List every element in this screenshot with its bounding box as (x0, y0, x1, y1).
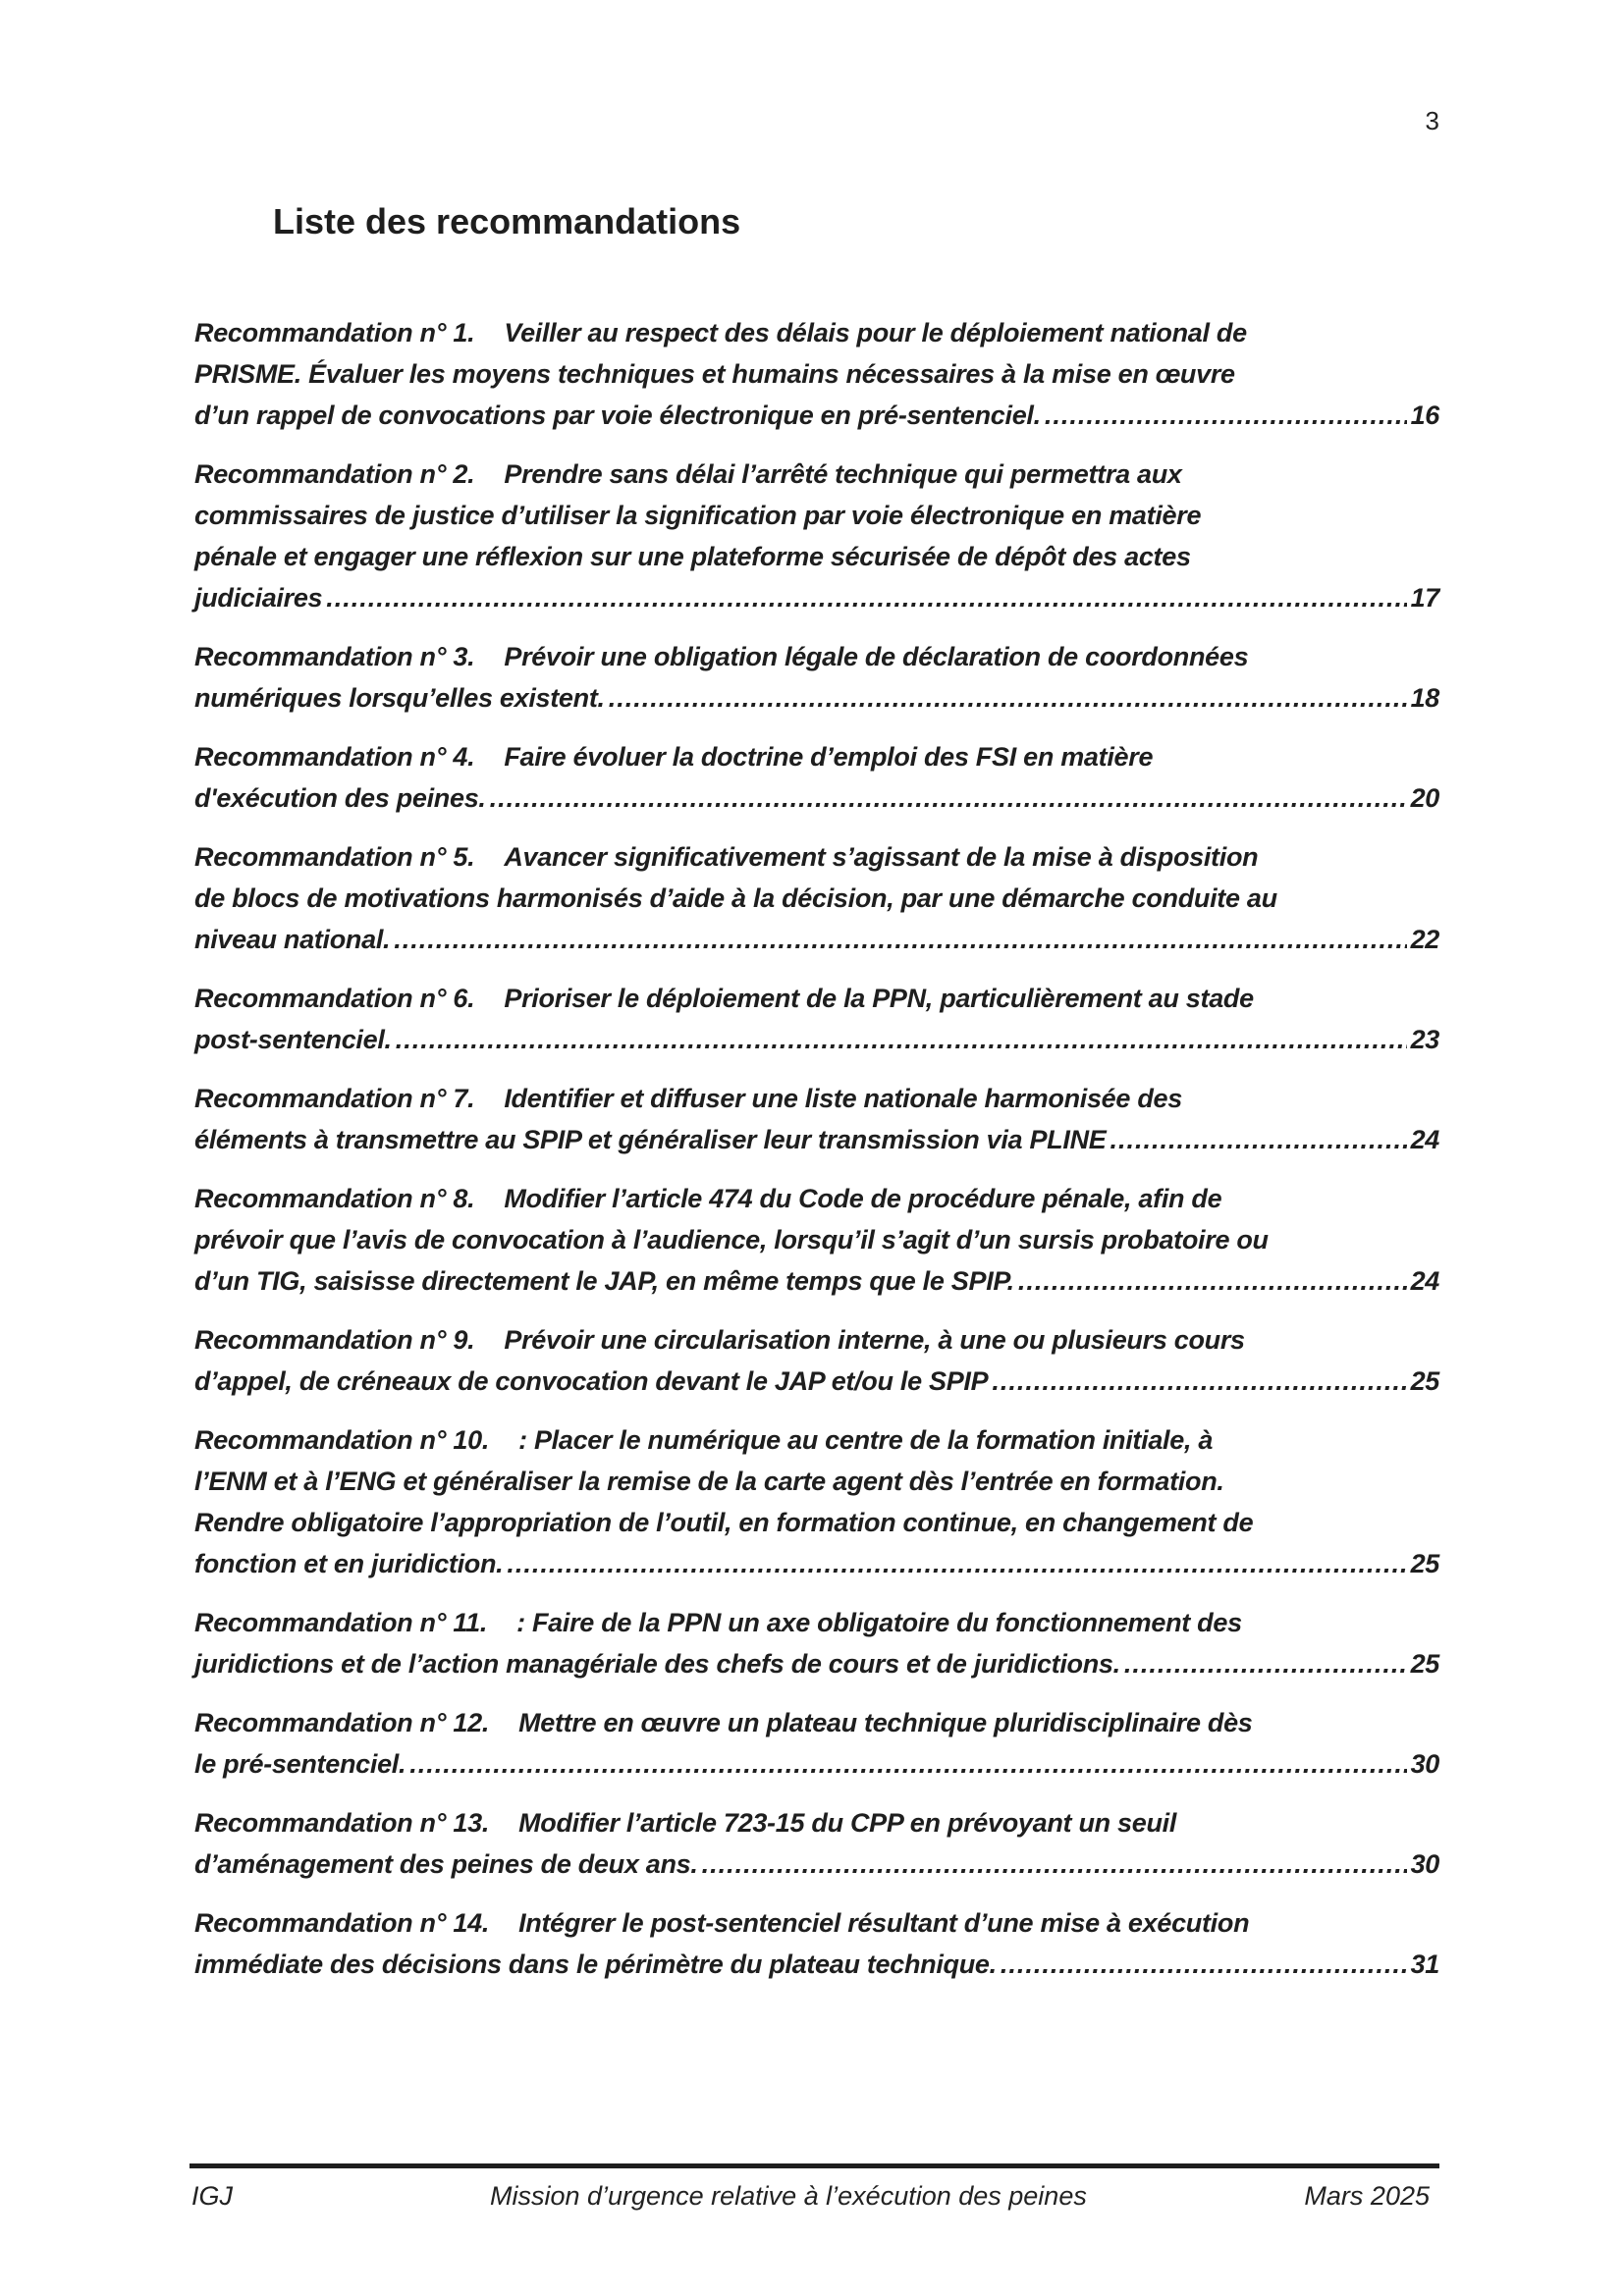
toc-entry-text: Prévoir une circularisation interne, à une ou plusieurs cours (504, 1325, 1245, 1355)
toc-entry[interactable] (194, 1178, 1439, 1302)
toc-entry-page[interactable]: 25 (1410, 1366, 1439, 1396)
dot-leader (1045, 395, 1407, 436)
toc-entry-label: Recommandation n° 13. (194, 1808, 490, 1838)
toc-entry-label: Recommandation n° 6. (194, 984, 475, 1013)
toc-entry-line (194, 1802, 1439, 1843)
toc-entry-text: d'exécution des peines. (194, 783, 486, 813)
toc-entry-line (194, 1902, 1439, 1944)
toc-entry[interactable] (194, 1702, 1439, 1785)
toc-entry-text: PRISME. Évaluer les moyens techniques et humains nécessaires à la mise en œuvre (194, 359, 1235, 389)
toc-entry-page[interactable]: 30 (1410, 1849, 1439, 1879)
toc-entry[interactable] (194, 454, 1439, 618)
toc-entry-label: Recommandation n° 8. (194, 1184, 475, 1213)
toc-entry-last-line (194, 1361, 1439, 1402)
toc-entry-text: Prévoir une obligation légale de déclaration de coordonnées (504, 642, 1249, 671)
toc-entry[interactable] (194, 1419, 1439, 1584)
recommendations-list (194, 312, 1439, 2002)
toc-entry-label: Recommandation n° 9. (194, 1325, 475, 1355)
toc-entry-line (194, 836, 1439, 878)
toc-entry-line (194, 353, 1439, 395)
toc-entry-page[interactable]: 18 (1410, 683, 1439, 713)
toc-entry-line (194, 454, 1439, 495)
toc-entry-label: Recommandation n° 11. (194, 1608, 488, 1637)
dot-leader (394, 919, 1406, 960)
toc-entry-last-line (194, 777, 1439, 819)
toc-entry-text: d’aménagement des peines de deux ans. (194, 1849, 698, 1879)
toc-entry-text: d’un rappel de convocations par voie électronique en pré-sentenciel. (194, 400, 1041, 430)
toc-entry-text: l’ENM et à l’ENG et généraliser la remise de la carte agent dès l’entrée en formation. (194, 1467, 1224, 1496)
toc-entry-line (194, 1078, 1439, 1119)
toc-entry-last-line (194, 1119, 1439, 1160)
toc-entry-text: fonction et en juridiction. (194, 1549, 504, 1578)
toc-entry-page[interactable]: 20 (1410, 783, 1439, 813)
toc-entry-text: Prendre sans délai l’arrêté technique qui permettra aux (504, 459, 1182, 489)
toc-entry-line (194, 1702, 1439, 1743)
toc-entry-line (194, 312, 1439, 353)
dot-leader (1124, 1643, 1407, 1684)
dot-leader (609, 677, 1407, 719)
toc-entry-text: juridictions et de l’action managériale des chefs de cours et de juridictions. (194, 1649, 1120, 1679)
toc-entry-page[interactable]: 24 (1410, 1125, 1439, 1154)
toc-entry-text: Faire évoluer la doctrine d’emploi des FSI en matière (504, 742, 1154, 772)
toc-entry-text: Mettre en œuvre un plateau technique pluridisciplinaire dès (518, 1708, 1253, 1737)
toc-entry-label: Recommandation n° 12. (194, 1708, 490, 1737)
toc-entry-text: Avancer significativement s’agissant de la mise à disposition (504, 842, 1259, 872)
toc-entry[interactable] (194, 1902, 1439, 1985)
toc-entry-line (194, 1319, 1439, 1361)
toc-entry-page[interactable]: 31 (1410, 1949, 1439, 1979)
toc-entry-text: Modifier l’article 723-15 du CPP en prévoyant un seuil (518, 1808, 1177, 1838)
toc-entry-label: Recommandation n° 2. (194, 459, 475, 489)
toc-entry-page[interactable]: 23 (1410, 1025, 1439, 1054)
toc-entry-text: éléments à transmettre au SPIP et généraliser leur transmission via PLINE (194, 1125, 1107, 1154)
page-number: 3 (1425, 106, 1439, 135)
toc-entry-page[interactable]: 24 (1410, 1266, 1439, 1296)
toc-entry-line (194, 1461, 1439, 1502)
dot-leader (409, 1743, 1406, 1785)
toc-entry-text: Rendre obligatoire l’appropriation de l’outil, en formation continue, en changement de (194, 1508, 1254, 1537)
footer-rule (189, 2163, 1439, 2168)
toc-entry-text: post-sentenciel. (194, 1025, 392, 1054)
toc-entry-text: immédiate des décisions dans le périmètre du plateau technique. (194, 1949, 997, 1979)
dot-leader (1001, 1944, 1407, 1985)
toc-entry[interactable] (194, 978, 1439, 1060)
toc-entry-label: Recommandation n° 4. (194, 742, 475, 772)
toc-entry[interactable] (194, 736, 1439, 819)
toc-entry-line (194, 736, 1439, 777)
toc-entry-text: Intégrer le post-sentenciel résultant d’une mise à exécution (518, 1908, 1250, 1938)
dot-leader (490, 777, 1407, 819)
toc-entry-last-line (194, 1843, 1439, 1885)
dot-leader (702, 1843, 1407, 1885)
toc-entry-page[interactable]: 17 (1410, 583, 1439, 613)
toc-entry-text: d’un TIG, saisisse directement le JAP, en même temps que le SPIP. (194, 1266, 1014, 1296)
toc-entry-last-line (194, 677, 1439, 719)
toc-entry-text: niveau national. (194, 925, 391, 954)
toc-entry-last-line (194, 1643, 1439, 1684)
toc-entry-line (194, 978, 1439, 1019)
toc-entry[interactable] (194, 312, 1439, 436)
toc-entry-text: prévoir que l’avis de convocation à l’audience, lorsqu’il s’agit d’un sursis probatoire ou (194, 1225, 1269, 1255)
toc-entry-page[interactable]: 25 (1410, 1549, 1439, 1578)
toc-entry-last-line (194, 1543, 1439, 1584)
toc-entry-label: Recommandation n° 3. (194, 642, 475, 671)
toc-entry-text: : Faire de la PPN un axe obligatoire du fonctionnement des (516, 1608, 1242, 1637)
toc-entry-last-line (194, 1260, 1439, 1302)
dot-leader (1018, 1260, 1407, 1302)
dot-leader (396, 1019, 1407, 1060)
toc-entry-page[interactable]: 22 (1410, 925, 1439, 954)
toc-entry-label: Recommandation n° 10. (194, 1425, 490, 1455)
footer (189, 2181, 1439, 2216)
toc-entry-text: commissaires de justice d’utiliser la signification par voie électronique en matière (194, 501, 1202, 530)
page-title: Liste des recommandations (273, 201, 741, 241)
toc-entry-text: Modifier l’article 474 du Code de procédure pénale, afin de (504, 1184, 1222, 1213)
toc-entry-label: Recommandation n° 14. (194, 1908, 490, 1938)
toc-entry-text: d’appel, de créneaux de convocation devant le JAP et/ou le SPIP (194, 1366, 989, 1396)
toc-entry-line (194, 878, 1439, 919)
toc-entry-page[interactable]: 30 (1410, 1749, 1439, 1779)
toc-entry-last-line (194, 919, 1439, 960)
toc-entry-text: le pré-sentenciel. (194, 1749, 406, 1779)
toc-entry-line (194, 495, 1439, 536)
dot-leader (326, 577, 1406, 618)
toc-entry-page[interactable]: 16 (1410, 400, 1439, 430)
toc-entry-text: : Placer le numérique au centre de la formation initiale, à (518, 1425, 1214, 1455)
toc-entry-text: numériques lorsqu’elles existent. (194, 683, 605, 713)
toc-entry-label: Recommandation n° 7. (194, 1084, 475, 1113)
toc-entry-line (194, 1178, 1439, 1219)
footer-date: Mars 2025 (1304, 2181, 1430, 2211)
toc-entry[interactable] (194, 836, 1439, 960)
toc-entry[interactable] (194, 1602, 1439, 1684)
dot-leader (1110, 1119, 1406, 1160)
toc-entry-page[interactable]: 25 (1410, 1649, 1439, 1679)
toc-entry-line (194, 536, 1439, 577)
toc-entry[interactable] (194, 1078, 1439, 1160)
toc-entry[interactable] (194, 1319, 1439, 1402)
toc-entry[interactable] (194, 636, 1439, 719)
toc-entry-label: Recommandation n° 1. (194, 318, 475, 347)
toc-entry-line (194, 1219, 1439, 1260)
toc-entry-last-line (194, 577, 1439, 618)
toc-entry-line (194, 1502, 1439, 1543)
dot-leader (992, 1361, 1406, 1402)
toc-entry-last-line (194, 1019, 1439, 1060)
toc-entry-text: Prioriser le déploiement de la PPN, particulièrement au stade (504, 984, 1254, 1013)
toc-entry-last-line (194, 1743, 1439, 1785)
toc-entry-line (194, 1602, 1439, 1643)
toc-entry-last-line (194, 1944, 1439, 1985)
toc-entry-text: judiciaires (194, 583, 323, 613)
footer-title: Mission d’urgence relative à l’exécution des peines (490, 2181, 1087, 2211)
toc-entry-last-line (194, 395, 1439, 436)
toc-entry-line (194, 636, 1439, 677)
toc-entry-text: Identifier et diffuser une liste nationale harmonisée des (504, 1084, 1182, 1113)
toc-entry-text: de blocs de motivations harmonisés d’aide à la décision, par une démarche conduite au (194, 883, 1277, 913)
toc-entry-text: Veiller au respect des délais pour le déploiement national de (504, 318, 1247, 347)
toc-entry-line (194, 1419, 1439, 1461)
footer-org: IGJ (191, 2181, 234, 2211)
dot-leader (507, 1543, 1406, 1584)
toc-entry-label: Recommandation n° 5. (194, 842, 475, 872)
toc-entry[interactable] (194, 1802, 1439, 1885)
toc-entry-text: pénale et engager une réflexion sur une plateforme sécurisée de dépôt des actes (194, 542, 1191, 571)
